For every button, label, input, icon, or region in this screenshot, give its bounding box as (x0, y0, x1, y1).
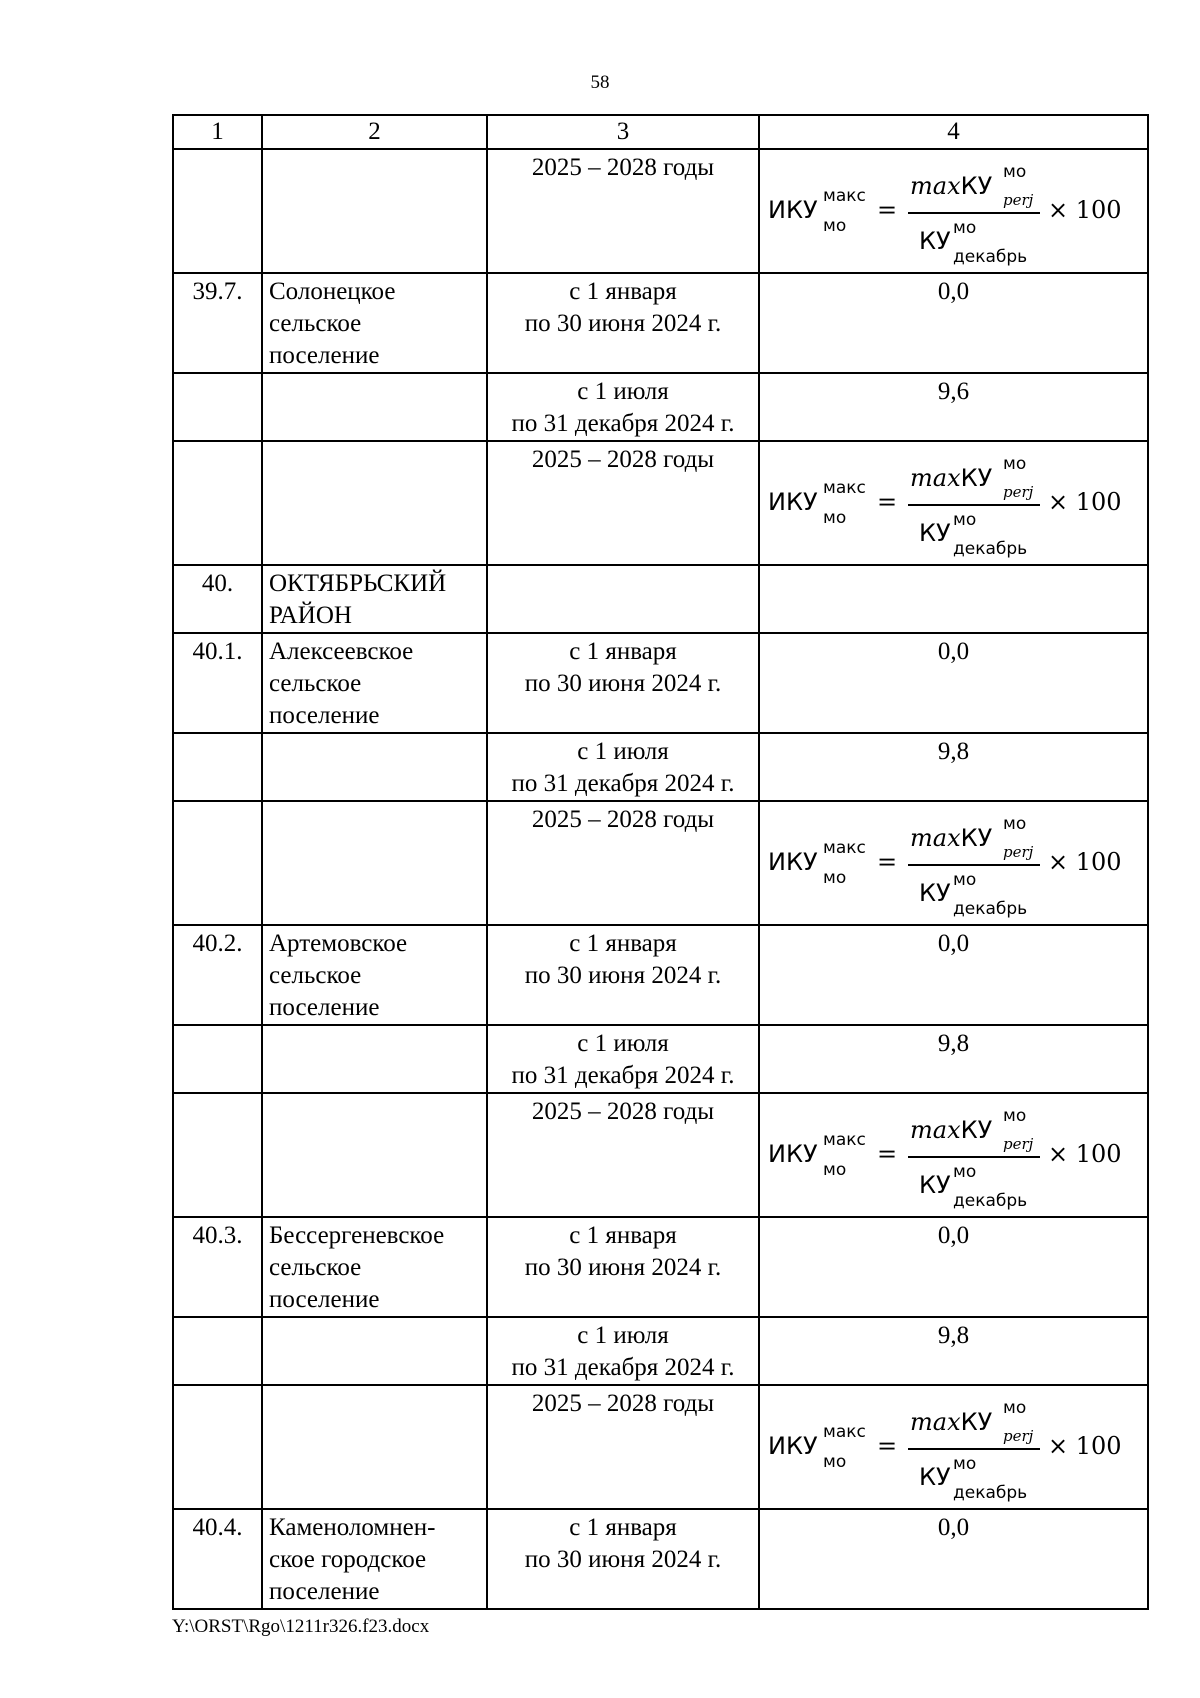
formula-numerator (910, 454, 1034, 501)
index-value: 0,0 (759, 1217, 1148, 1317)
formula-equals: = (877, 1140, 898, 1168)
formula-denominator (919, 870, 1028, 919)
formula-num-sup: мо (1003, 1398, 1027, 1418)
row-number (173, 1025, 262, 1093)
period-line: по 30 июня 2024 г. (524, 962, 722, 989)
municipality-name-line: поселение (269, 342, 380, 369)
formula-num-sub: perj (1003, 191, 1034, 209)
municipality-name (262, 1385, 487, 1509)
formula-lhs-sub: мо (823, 508, 847, 528)
municipality-name-line: ОКТЯБРЬСКИЙ (269, 570, 447, 597)
index-value (759, 1385, 1148, 1509)
row-number (173, 1093, 262, 1217)
formula-den-base: КУ (919, 879, 951, 907)
index-value (759, 149, 1148, 273)
formula-den-sub: декабрь (953, 247, 1028, 267)
municipality-name-line: поселение (269, 1286, 380, 1313)
formula-lhs (768, 838, 866, 888)
municipality-name (262, 565, 487, 633)
formula-den-sup: мо (953, 1162, 977, 1182)
formula-den-base: КУ (919, 1463, 951, 1491)
table-row (173, 1385, 1148, 1509)
row-number (173, 801, 262, 925)
formula-den-sub: декабрь (953, 899, 1028, 919)
period-line: с 1 июля (577, 1322, 669, 1349)
period-line: с 1 июля (577, 378, 669, 405)
row-number: 40.2. (173, 925, 262, 1025)
period-line: по 31 декабря 2024 г. (511, 1354, 735, 1381)
municipality-name (262, 801, 487, 925)
row-number: 39.7. (173, 273, 262, 373)
page-number: 58 (590, 72, 610, 93)
municipality-name (262, 633, 487, 733)
formula-lhs-sub: мо (823, 216, 847, 236)
index-formula (760, 152, 1147, 270)
period (487, 373, 759, 441)
municipality-name-line: сельское (269, 962, 362, 989)
formula-num-max: max (910, 824, 961, 852)
municipality-name-line: Каменоломнен- (269, 1514, 436, 1541)
municipality-name-line: сельское (269, 1254, 362, 1281)
municipality-name-line: поселение (269, 1578, 380, 1605)
formula-num-base: КУ (960, 824, 993, 852)
formula-times: × 100 (1048, 488, 1122, 516)
index-value (759, 1093, 1148, 1217)
formula-den-base: КУ (919, 1171, 951, 1199)
period (487, 273, 759, 373)
formula-num-max: max (910, 464, 961, 492)
index-value (759, 801, 1148, 925)
table-row (173, 801, 1148, 925)
period (487, 1093, 759, 1217)
period-line: по 31 декабря 2024 г. (511, 770, 735, 797)
formula-denominator (919, 1454, 1028, 1503)
table-row (173, 1025, 1148, 1093)
period (487, 633, 759, 733)
index-value: 9,8 (759, 1025, 1148, 1093)
period (487, 733, 759, 801)
municipality-name (262, 1093, 487, 1217)
formula-times: × 100 (1048, 196, 1122, 224)
period-line: по 30 июня 2024 г. (524, 1546, 722, 1573)
municipality-name (262, 373, 487, 441)
period-line: с 1 января (569, 930, 677, 957)
municipality-name-line: поселение (269, 702, 380, 729)
table-row (173, 565, 1148, 633)
period-line: 2025 – 2028 годы (531, 446, 715, 473)
period (487, 149, 759, 273)
period-line: по 30 июня 2024 г. (524, 670, 722, 697)
formula-num-sup: мо (1003, 1106, 1027, 1126)
table-row (173, 633, 1148, 733)
municipality-name-line: сельское (269, 310, 362, 337)
formula-numerator (910, 1398, 1034, 1445)
period (487, 1509, 759, 1609)
municipality-name (262, 733, 487, 801)
formula-num-max: max (910, 172, 961, 200)
formula-lhs-sub: мо (823, 1160, 847, 1180)
formula-equals: = (877, 1432, 898, 1460)
formula-den-sup: мо (953, 1454, 977, 1474)
formula-numerator (910, 162, 1034, 209)
formula-den-sup: мо (953, 218, 977, 238)
table-row (173, 373, 1148, 441)
index-value: 0,0 (759, 633, 1148, 733)
header-col-1: 1 (173, 115, 262, 149)
period (487, 565, 759, 633)
formula-num-sup: мо (1003, 162, 1027, 182)
index-formula (760, 1388, 1147, 1506)
period-line: с 1 января (569, 1514, 677, 1541)
formula-num-base: КУ (960, 1408, 993, 1436)
municipality-name-line: РАЙОН (269, 602, 352, 629)
municipality-name-line: Бессергеневское (269, 1222, 445, 1249)
formula-times: × 100 (1048, 1140, 1122, 1168)
formula-denominator (919, 218, 1028, 267)
municipality-name (262, 149, 487, 273)
formula-den-sub: декабрь (953, 539, 1028, 559)
formula-numerator (910, 814, 1034, 861)
formula-den-sub: декабрь (953, 1483, 1028, 1503)
formula-num-sup: мо (1003, 454, 1027, 474)
formula-den-base: КУ (919, 519, 951, 547)
period-line: по 30 июня 2024 г. (524, 1254, 722, 1281)
formula-num-sub: perj (1003, 483, 1034, 501)
formula-lhs-sup: макс (823, 838, 866, 858)
municipality-name-line: Артемовское (269, 930, 408, 957)
municipality-name (262, 1217, 487, 1317)
row-number (173, 1385, 262, 1509)
formula-equals: = (877, 848, 898, 876)
formula-lhs (768, 1422, 866, 1472)
index-value: 0,0 (759, 273, 1148, 373)
formula-lhs (768, 478, 866, 528)
table-row (173, 925, 1148, 1025)
formula-lhs-base: ИКУ (768, 1140, 818, 1168)
table-row (173, 1217, 1148, 1317)
period (487, 1317, 759, 1385)
header-col-3: 3 (487, 115, 759, 149)
formula-num-max: max (910, 1408, 961, 1436)
formula-lhs-sup: макс (823, 186, 866, 206)
table-row (173, 441, 1148, 565)
period-line: 2025 – 2028 годы (531, 1390, 715, 1417)
municipality-name (262, 925, 487, 1025)
formula-lhs-base: ИКУ (768, 488, 818, 516)
period-line: с 1 января (569, 638, 677, 665)
header-col-4: 4 (759, 115, 1148, 149)
formula-equals: = (877, 488, 898, 516)
row-number: 40.4. (173, 1509, 262, 1609)
row-number: 40.1. (173, 633, 262, 733)
formula-denominator (919, 1162, 1028, 1211)
formula-num-sub: perj (1003, 1135, 1034, 1153)
municipality-name-line: ское городское (269, 1546, 427, 1573)
period-line: с 1 июля (577, 738, 669, 765)
index-value: 0,0 (759, 1509, 1148, 1609)
period-line: с 1 июля (577, 1030, 669, 1057)
formula-den-sup: мо (953, 870, 977, 890)
municipality-name (262, 441, 487, 565)
index-value: 9,8 (759, 1317, 1148, 1385)
municipality-name (262, 273, 487, 373)
table-row (173, 1093, 1148, 1217)
index-value (759, 565, 1148, 633)
formula-num-sub: perj (1003, 843, 1034, 861)
formula-den-sup: мо (953, 510, 977, 530)
formula-lhs-base: ИКУ (768, 1432, 818, 1460)
table-row (173, 273, 1148, 373)
municipality-name-line: Алексеевское (269, 638, 414, 665)
header-col-2: 2 (262, 115, 487, 149)
index-formula (760, 804, 1147, 922)
table-row (173, 1317, 1148, 1385)
municipality-name-line: сельское (269, 670, 362, 697)
row-number (173, 441, 262, 565)
index-formula (760, 1096, 1147, 1214)
formula-equals: = (877, 196, 898, 224)
formula-lhs (768, 186, 866, 236)
formula-lhs-base: ИКУ (768, 196, 818, 224)
period-line: с 1 января (569, 1222, 677, 1249)
period-line: 2025 – 2028 годы (531, 154, 715, 181)
municipality-name-line: поселение (269, 994, 380, 1021)
row-number (173, 149, 262, 273)
period (487, 925, 759, 1025)
period (487, 441, 759, 565)
formula-lhs-sub: мо (823, 1452, 847, 1472)
index-value (759, 441, 1148, 565)
period-line: 2025 – 2028 годы (531, 1098, 715, 1125)
municipality-name (262, 1025, 487, 1093)
table-row (173, 733, 1148, 801)
formula-times: × 100 (1048, 1432, 1122, 1460)
row-number: 40. (173, 565, 262, 633)
tariff-table (172, 114, 1149, 1610)
index-value: 9,6 (759, 373, 1148, 441)
formula-lhs-sup: макс (823, 1130, 866, 1150)
formula-lhs-sub: мо (823, 868, 847, 888)
municipality-name (262, 1509, 487, 1609)
row-number (173, 1317, 262, 1385)
formula-lhs-base: ИКУ (768, 848, 818, 876)
table-row (173, 1509, 1148, 1609)
formula-num-sup: мо (1003, 814, 1027, 834)
period (487, 1385, 759, 1509)
period-line: с 1 января (569, 278, 677, 305)
formula-lhs-sup: макс (823, 478, 866, 498)
period (487, 801, 759, 925)
formula-lhs (768, 1130, 866, 1180)
index-formula (760, 444, 1147, 562)
formula-num-base: КУ (960, 172, 993, 200)
period (487, 1025, 759, 1093)
table-row (173, 149, 1148, 273)
formula-num-sub: perj (1003, 1427, 1034, 1445)
table-body (173, 149, 1148, 1609)
index-value: 9,8 (759, 733, 1148, 801)
row-number (173, 733, 262, 801)
row-number (173, 373, 262, 441)
municipality-name (262, 1317, 487, 1385)
formula-lhs-sup: макс (823, 1422, 866, 1442)
formula-den-sub: декабрь (953, 1191, 1028, 1211)
municipality-name-line: Солонецкое (269, 278, 396, 305)
formula-den-base: КУ (919, 227, 951, 255)
period-line: по 31 декабря 2024 г. (511, 1062, 735, 1089)
row-number: 40.3. (173, 1217, 262, 1317)
formula-times: × 100 (1048, 848, 1122, 876)
period (487, 1217, 759, 1317)
footer-file-path: Y:\ORST\Rgo\1211r326.f23.docx (172, 1616, 430, 1637)
formula-num-max: max (910, 1116, 961, 1144)
formula-denominator (919, 510, 1028, 559)
formula-num-base: КУ (960, 1116, 993, 1144)
period-line: по 30 июня 2024 г. (524, 310, 722, 337)
formula-num-base: КУ (960, 464, 993, 492)
index-value: 0,0 (759, 925, 1148, 1025)
period-line: по 31 декабря 2024 г. (511, 410, 735, 437)
formula-numerator (910, 1106, 1034, 1153)
period-line: 2025 – 2028 годы (531, 806, 715, 833)
table-header-row (173, 115, 1148, 149)
